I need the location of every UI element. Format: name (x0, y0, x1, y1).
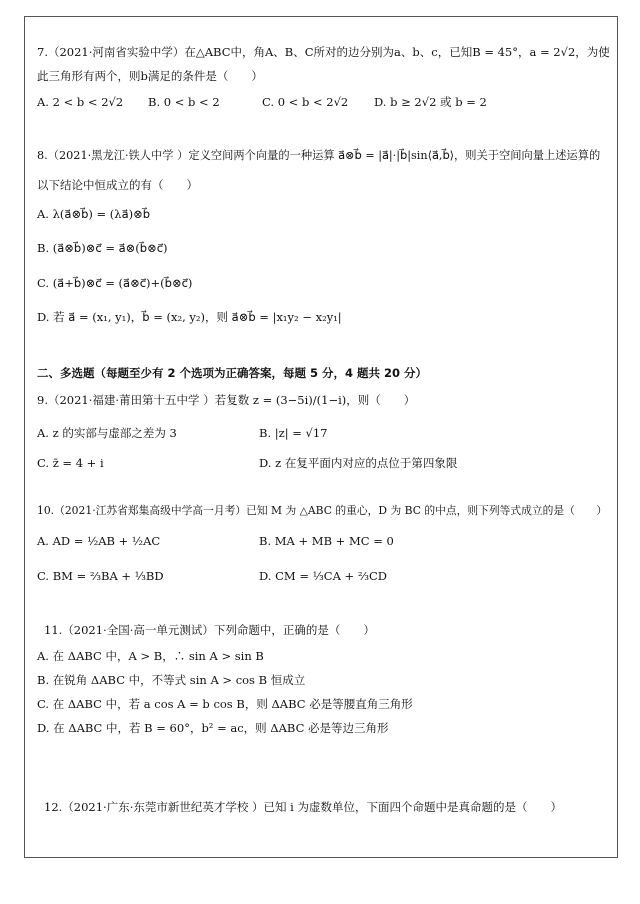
q8-stem-line1: 8.（2021·黑龙江·铁人中学 ）定义空间两个向量的一种运算 a⃗⊗b⃗ = |a⃗|·|b⃗|sin⟨a⃗,b⃗⟩，则关于空间向量上述运算的 (37, 149, 601, 162)
q12-stem: 12.（2021·广东·东莞市新世纪英才学校 ）已知 i 为虚数单位，下面四个命题中是真命题的是（ ） (44, 800, 563, 814)
q8-option-a: A. λ(a⃗⊗b⃗) = (λa⃗)⊗b⃗ (37, 207, 151, 221)
q11-option-d: D. 在 ΔABC 中，若 B = 60°，b² = ac，则 ΔABC 必是等边三角形 (37, 721, 389, 735)
q11-stem: 11.（2021·全国·高一单元测试）下列命题中，正确的是（ ） (44, 623, 375, 637)
q8-stem-line2: 以下结论中恒成立的有（ ） (37, 178, 198, 192)
q8-option-b: B. (a⃗⊗b⃗)⊗c⃗ = a⃗⊗(b⃗⊗c⃗) (37, 241, 168, 255)
q11-option-b: B. 在锐角 ΔABC 中，不等式 sin A > cos B 恒成立 (37, 673, 306, 687)
q10-stem: 10.（2021·江苏省郑集高级中学高一月考）已知 M 为 △ABC 的重心，D 为 BC 的中点，则下列等式成立的是（ ） (37, 504, 608, 517)
q7-option-d: D. b ≥ 2√2 或 b = 2 (374, 95, 487, 109)
q7-stem-line1: 7.（2021·河南省实验中学）在△ABC中，角A、B、C所对的边分别为a、b、c，已知B = 45°，a = 2√2，为使 (37, 45, 610, 59)
q9-option-d: D. z 在复平面内对应的点位于第四象限 (259, 456, 458, 470)
q8-option-c: C. (a⃗+b⃗)⊗c⃗ = (a⃗⊗c⃗)+(b⃗⊗c⃗) (37, 276, 193, 290)
q7-option-b: B. 0 < b < 2 (148, 95, 220, 109)
q9-option-a: A. z 的实部与虚部之差为 3 (37, 426, 177, 440)
q7-option-c: C. 0 < b < 2√2 (262, 95, 349, 109)
q8-option-d: D. 若 a⃗ = (x₁, y₁)，b⃗ = (x₂, y₂)，则 a⃗⊗b⃗ = |x₁y₂ − x₂y₁| (37, 310, 342, 324)
q9-option-c: C. z̄ = 4 + i (37, 456, 104, 470)
q10-option-d: D. CM = ⅓CA + ⅔CD (259, 569, 388, 583)
q7-option-a: A. 2 < b < 2√2 (37, 95, 124, 109)
section-title-multiple-choice: 二、多选题（每题至少有 2 个选项为正确答案，每题 5 分，4 题共 20 分） (37, 366, 428, 380)
q9-stem: 9.（2021·福建·莆田第十五中学 ）若复数 z = (3−5i)/(1−i)，则（ ） (37, 393, 416, 407)
q10-option-c: C. BM = ⅔BA + ⅓BD (37, 569, 164, 583)
q9-option-b: B. |z| = √17 (259, 426, 328, 440)
q11-option-c: C. 在 ΔABC 中，若 a cos A = b cos B，则 ΔABC 必是等腰直角三角形 (37, 697, 413, 711)
q7-stem-line2: 此三角形有两个，则b满足的条件是（ ） (37, 69, 263, 83)
q11-option-a: A. 在 ΔABC 中，A > B，∴ sin A > sin B (37, 649, 264, 663)
q10-option-a: A. AD = ½AB + ½AC (37, 534, 161, 548)
q10-option-b: B. MA + MB + MC = 0 (259, 534, 394, 548)
